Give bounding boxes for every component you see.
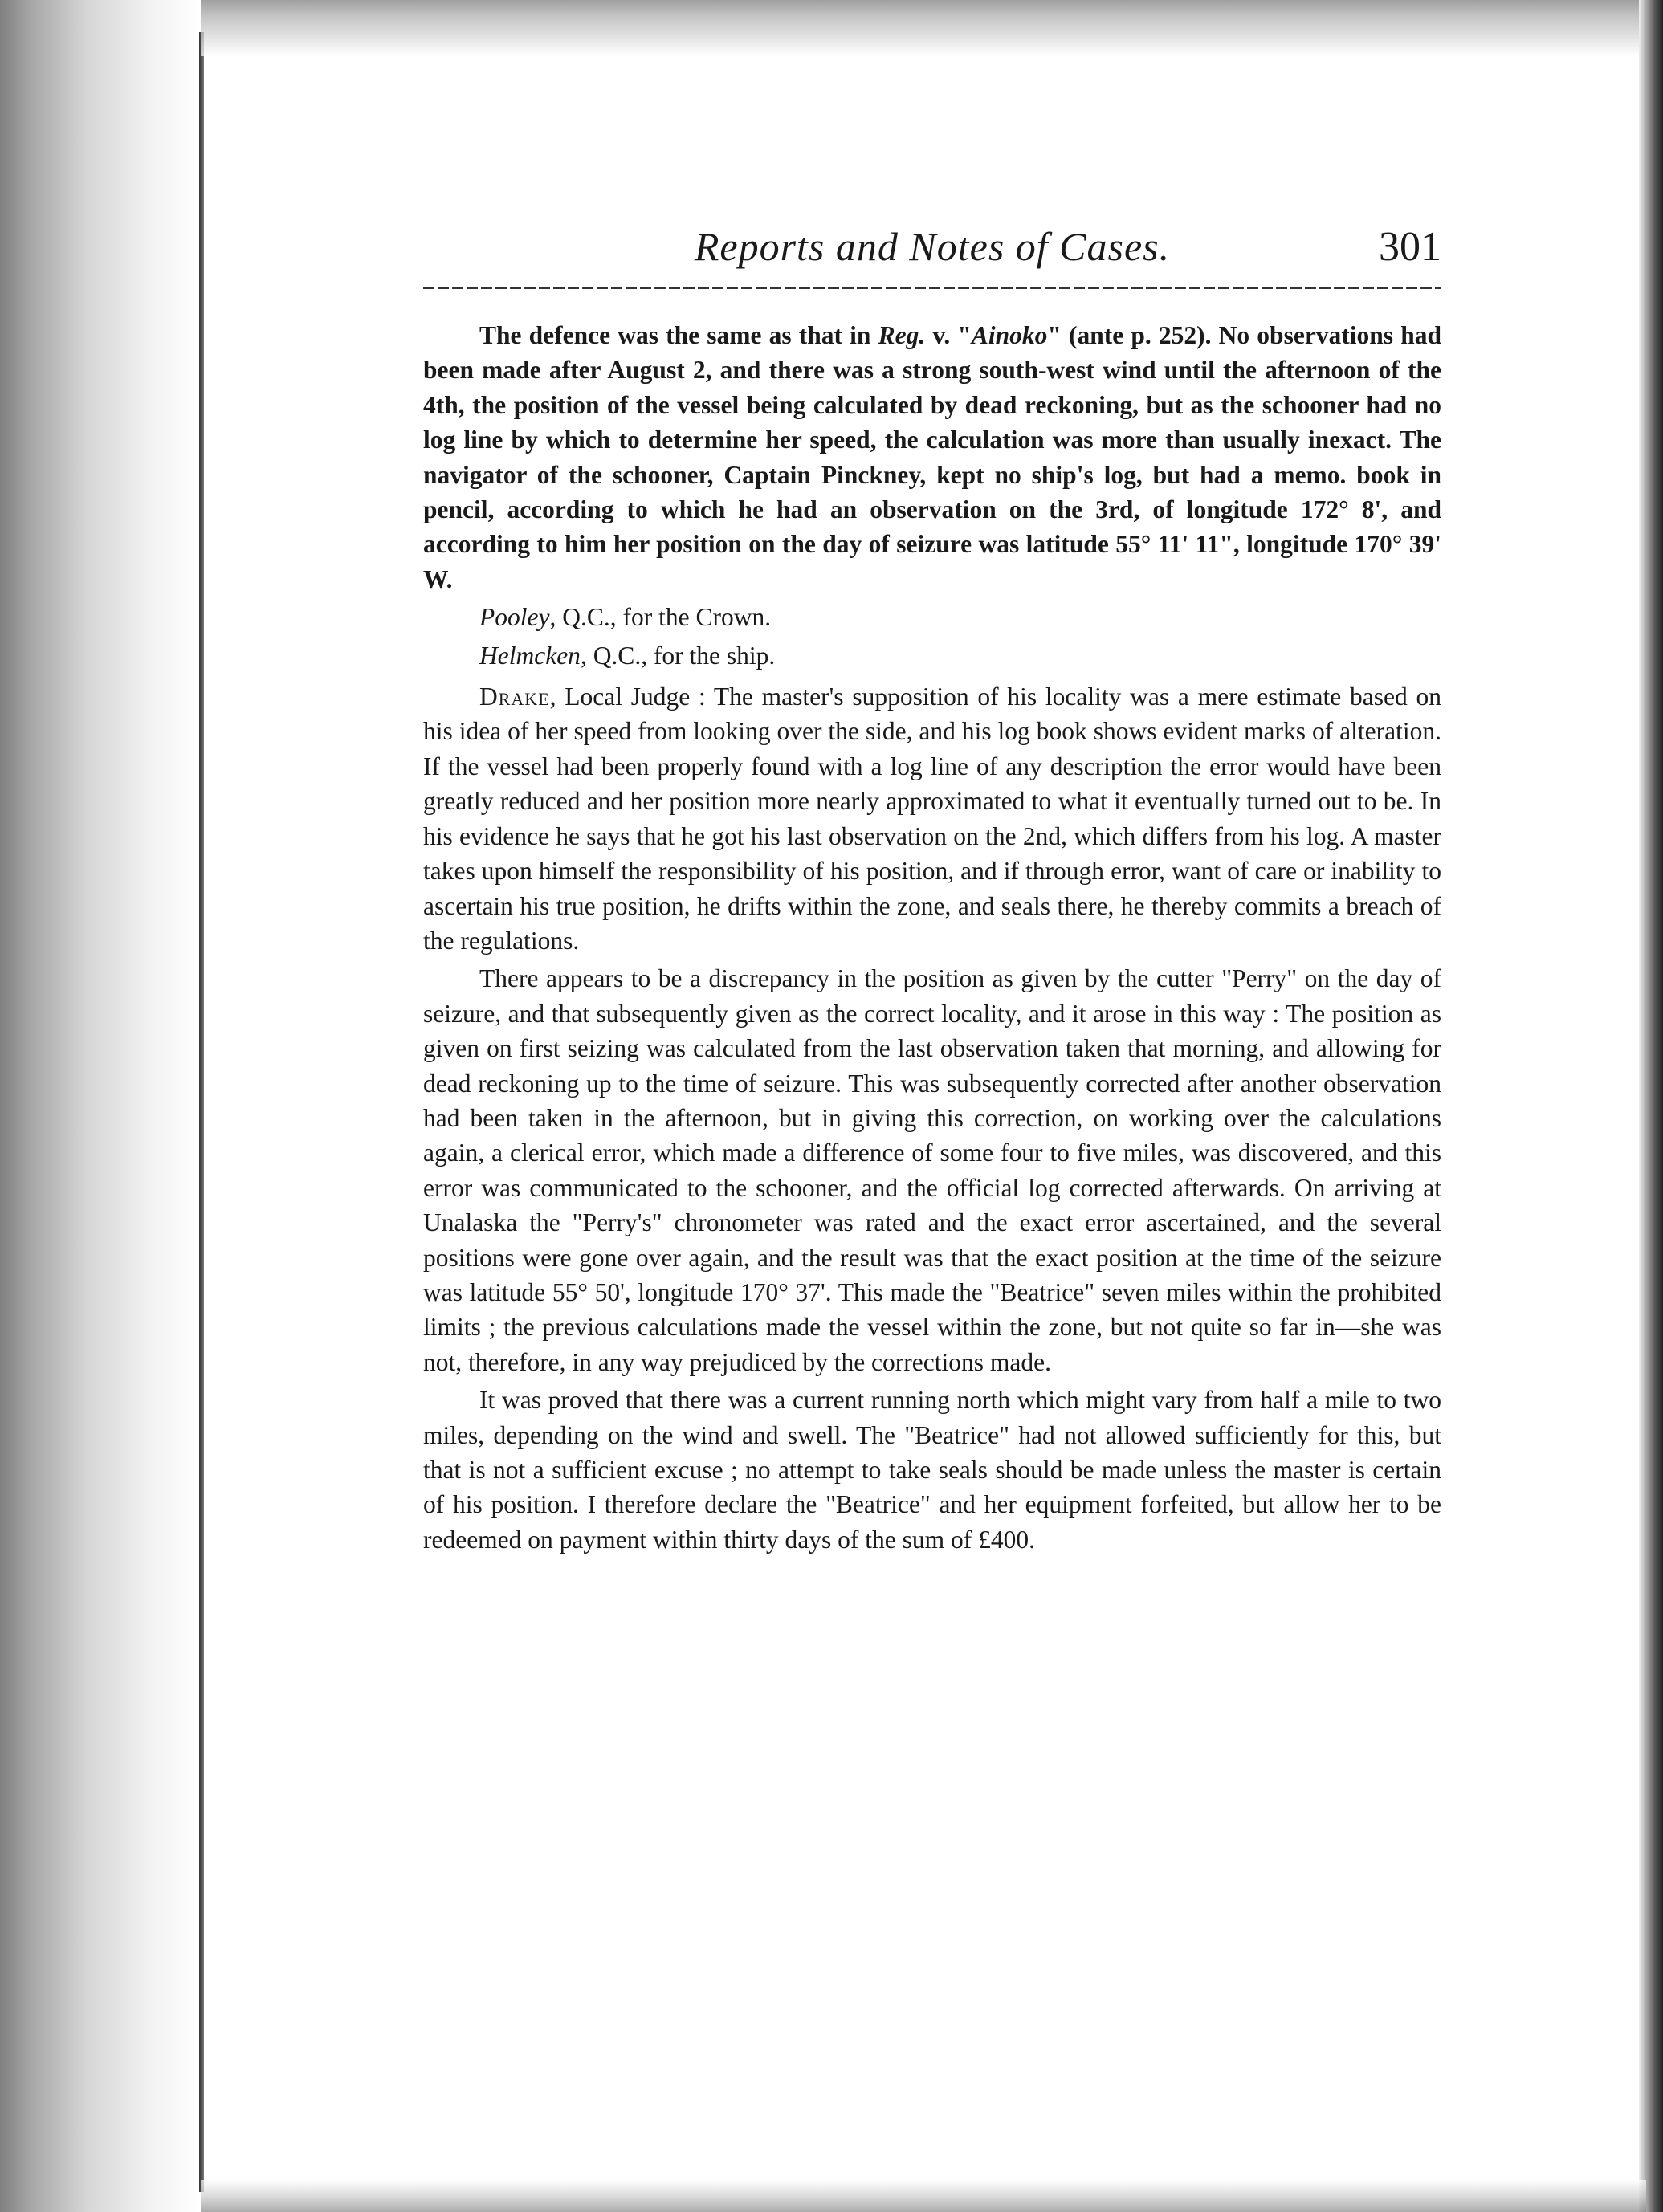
- scan-top-edge: [201, 0, 1646, 56]
- header-rule: [423, 287, 1441, 289]
- text-span: The defence was the same as that in: [479, 321, 878, 349]
- page-header: [423, 223, 1441, 291]
- counsel-ship: [423, 638, 1441, 673]
- running-title: Reports and Notes of Cases.: [694, 224, 1171, 269]
- counsel-name: Pooley: [479, 603, 550, 632]
- paragraph-current: It was proved that there was a current running north which might vary from half a mile to two miles, depending on the wind and swell. The "Beatrice" had not allowed sufficiently for this, but that is not a sufficient excuse ; no attempt to take seals should be made unless the master is certain of his position. I therefore declare the "Beatrice" and her equipment forfeited, but allow her to be redeemed on payment within thirty days of the sum of £400.: [423, 1386, 1441, 1554]
- paragraph-discrepancy: There appears to be a discrepancy in the position as given by the cutter "Perry" on the day of seizure, and that subsequently given as the correct locality, and it arose in this way : The position as given on first seizing was calculated from the last observation taken that morning, and allowing for dead reckoning up to the time of seizure. This was subsequently corrected after another observation had been taken in the afternoon, but in giving this correction, on working over the calculations again, a clerical error, which made a difference of some four to five miles, was discovered, and this error was communicated to the schooner, and the official log corrected afterwards. On arriving at Unalaska the "Perry's" chronometer was rated and the exact error ascertained, and the several positions were gone over again, and the result was that the exact position at the time of the seizure was latitude 55° 50', longitude 170° 37'. This made the "Beatrice" seven miles within the prohibited limits ; the previous calculations made the vessel within the zone, but not quite so far in—she was not, therefore, in any way prejudiced by the corrections made.: [423, 964, 1441, 1376]
- judge-name: Drake: [479, 682, 550, 711]
- text-span: v. ": [925, 321, 972, 349]
- case-name-ainoko: Ainoko: [971, 321, 1048, 349]
- paragraph-defence: [423, 318, 1441, 597]
- case-name-reg: Reg.: [878, 321, 926, 349]
- counsel-role: , Q.C., for the ship.: [580, 641, 776, 670]
- counsel-crown: [423, 600, 1441, 634]
- text-span: " (ante p. 252). No observations had been made after August 2, and there was a strong south-west wind until the afternoon of the 4th, the position of the vessel being calculated by dead reckoning, but as the schooner had no log line by which to determine her speed, the calculation was more than usually inexact. The navigator of the schooner, Captain Pinckney, kept no ship's log, but had a memo. book in pencil, according to which he had an observation on the 3rd, of longitude 172° 8', and according to him her position on the day of seizure was latitude 55° 11' 11", longitude 170° 39' W.: [423, 321, 1441, 593]
- scan-binding-shadow: [199, 32, 204, 2192]
- paragraph-judgment: [423, 679, 1441, 958]
- text-span: , Local Judge : The master's supposition of his locality was a mere estimate based on his idea of her speed from looking over the side, and his log book shows evident marks of alteration. If the vessel had been properly found with a log line of any description the error would have been greatly reduced and her position more nearly approximated to what it eventually turned out to be. In his evidence he says that he got his last observation on the 2nd, which differs from his log. A master takes upon himself the responsibility of his position, and if through error, want of care or inability to ascertain his true position, he drifts within the zone, and seals there, he thereby commits a breach of the regulations.: [423, 682, 1441, 955]
- counsel-name: Helmcken: [479, 641, 581, 670]
- scan-right-edge: [1639, 0, 1663, 2212]
- scan-left-edge: [0, 0, 201, 2212]
- scan-bottom-edge: [201, 2180, 1646, 2212]
- counsel-role: , Q.C., for the Crown.: [549, 603, 772, 632]
- body-text: [423, 318, 1441, 1557]
- page-number: 301: [1379, 224, 1441, 270]
